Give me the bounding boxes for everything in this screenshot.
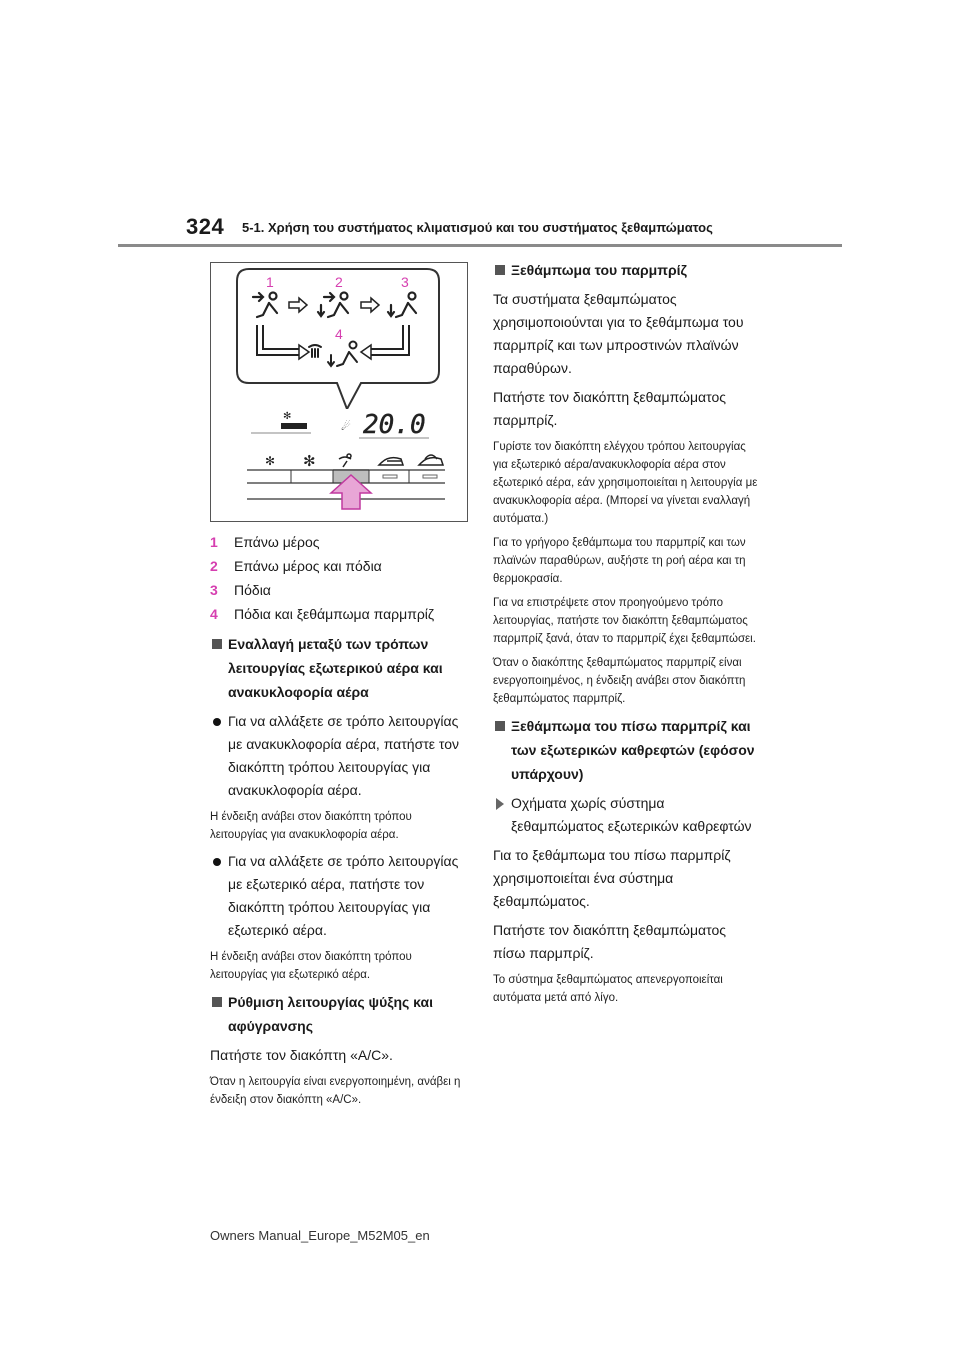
page-header xyxy=(186,212,846,244)
windshield-note-4: Όταν ο διακόπτης ξεθαμπώματος παρμπρίζ είναι ενεργοποιημένος, η ένδειξη ανάβει στον διακόπτη ξεθαμπώματος παρμπρίζ. xyxy=(493,657,746,705)
list-number: 4 xyxy=(210,606,218,622)
vehicle-condition: Οχήματα χωρίς σύστημα ξεθαμπώματος εξωτερικών καθρεφτών xyxy=(493,792,758,838)
callout-3: 3 xyxy=(401,274,409,290)
recirculation-note: Η ένδειξη ανάβει στον διακόπτη τρόπου λειτουργίας για ανακυκλοφορία αέρα. xyxy=(210,811,412,841)
temperature-readout: 20.0 xyxy=(363,410,426,440)
callout-2: 2 xyxy=(335,274,343,290)
list-number: 2 xyxy=(210,558,218,574)
rear-defrost-intro: Για το ξεθάμπωμα του πίσω παρμπρίζ χρησιμοποιείται ένα σύστημα ξεθαμπώματος. xyxy=(493,847,731,909)
right-column xyxy=(493,258,758,1007)
air-mode-heading: Εναλλαγή μεταξύ των τρόπων λειτουργίας εξωτερικού αέρα και ανακυκλοφορία αέρα xyxy=(210,632,472,704)
list-label: Πόδια και ξεθάμπωμα παρμπρίζ xyxy=(234,606,435,622)
ac-heading: Ρύθμιση λειτουργίας ψύξης και αφύγρανσης xyxy=(210,990,472,1038)
section-title: 5-1. Χρήση του συστήματος κλιματισμού και του συστήματος ξεθαμπώματος xyxy=(242,220,713,235)
list-label: Επάνω μέρος xyxy=(234,534,320,550)
outside-air-note: Η ένδειξη ανάβει στον διακόπτη τρόπου λειτουργίας για εξωτερικό αέρα. xyxy=(210,951,412,981)
list-label: Πόδια xyxy=(234,582,271,598)
windshield-note-2: Για το γρήγορο ξεθάμπωμα του παρμπρίζ και των πλαϊνών παραθύρων, αυξήστε τη ροή αέρα και τη θερμοκρασία. xyxy=(493,537,746,585)
page-footer: Owners Manual_Europe_M52M05_en xyxy=(210,1228,430,1243)
left-column xyxy=(210,262,472,1109)
list-label: Επάνω μέρος και πόδια xyxy=(234,558,382,574)
rear-defrost-instruction: Πατήστε τον διακόπτη ξεθαμπώματος πίσω παρμπρίζ. xyxy=(493,922,726,961)
list-item xyxy=(210,578,472,602)
ac-note: Όταν η λειτουργία είναι ενεργοποιημένη, ανάβει η ένδειξη στον διακόπτη «A/C». xyxy=(210,1076,461,1106)
windshield-defrost-intro: Τα συστήματα ξεθαμπώματος χρησιμοποιούνται για το ξεθάμπωμα του παρμπρίζ και των μπροστινών πλαϊνών παραθύρων. xyxy=(493,291,744,376)
windshield-note-1: Γυρίστε τον διακόπτη ελέγχου τρόπου λειτουργίας για εξωτερικό αέρα/ανακυκλοφορία αέρα στον εξωτερικό αέρα, εάν χρησιμοποιείται η λειτουργία με ανακυκλοφορία αέρα. (Μπορεί να γίνεται εναλλαγή αυτόματα.) xyxy=(493,441,758,525)
list-number: 3 xyxy=(210,582,218,598)
fan-high-icon: ✻ xyxy=(303,452,316,470)
defrost-indicator-icon: ☄ xyxy=(341,421,351,433)
callout-1: 1 xyxy=(266,274,274,290)
recirculation-bullet: Για να αλλάξετε σε τρόπο λειτουργίας με ανακυκλοφορία αέρα, πατήστε τον διακόπτη τρόπου λειτουργίας για ανακυκλοφορία αέρα. xyxy=(210,710,472,802)
ac-instruction: Πατήστε τον διακόπτη «A/C». xyxy=(210,1047,393,1063)
outside-air-bullet: Για να αλλάξετε σε τρόπο λειτουργίας με εξωτερικό αέρα, πατήστε τον διακόπτη τρόπου λειτουργίας για εξωτερικό αέρα. xyxy=(210,850,472,942)
windshield-defrost-heading: Ξεθάμπωμα του παρμπρίζ xyxy=(493,258,758,282)
fan-low-icon: ✻ xyxy=(265,454,276,468)
list-item xyxy=(210,554,472,578)
callout-4: 4 xyxy=(335,326,343,342)
page-number: 324 xyxy=(186,214,225,239)
windshield-defrost-instruction: Πατήστε τον διακόπτη ξεθαμπώματος παρμπρίζ. xyxy=(493,389,726,428)
list-number: 1 xyxy=(210,534,218,550)
climate-panel-illustration xyxy=(211,263,469,523)
list-item xyxy=(210,530,472,554)
list-item xyxy=(210,602,472,626)
header-divider xyxy=(118,244,842,247)
rear-defrost-note: Το σύστημα ξεθαμπώματος απενεργοποιείται αυτόματα μετά από λίγο. xyxy=(493,974,723,1004)
fan-level-bars xyxy=(281,423,307,429)
svg-text:✻: ✻ xyxy=(283,411,292,422)
rear-defrost-heading: Ξεθάμπωμα του πίσω παρμπρίζ και των εξωτερικών καθρεφτών (εφόσον υπάρχουν) xyxy=(493,714,758,786)
mode-list xyxy=(210,530,472,626)
climate-panel-figure xyxy=(210,262,468,522)
windshield-note-3: Για να επιστρέψετε στον προηγούμενο τρόπο λειτουργίας, πατήστε τον διακόπτη ξεθαμπώματος παρμπρίζ ξανά, όταν το παρμπρίζ έχει ξεθαμπώσει. xyxy=(493,597,756,645)
